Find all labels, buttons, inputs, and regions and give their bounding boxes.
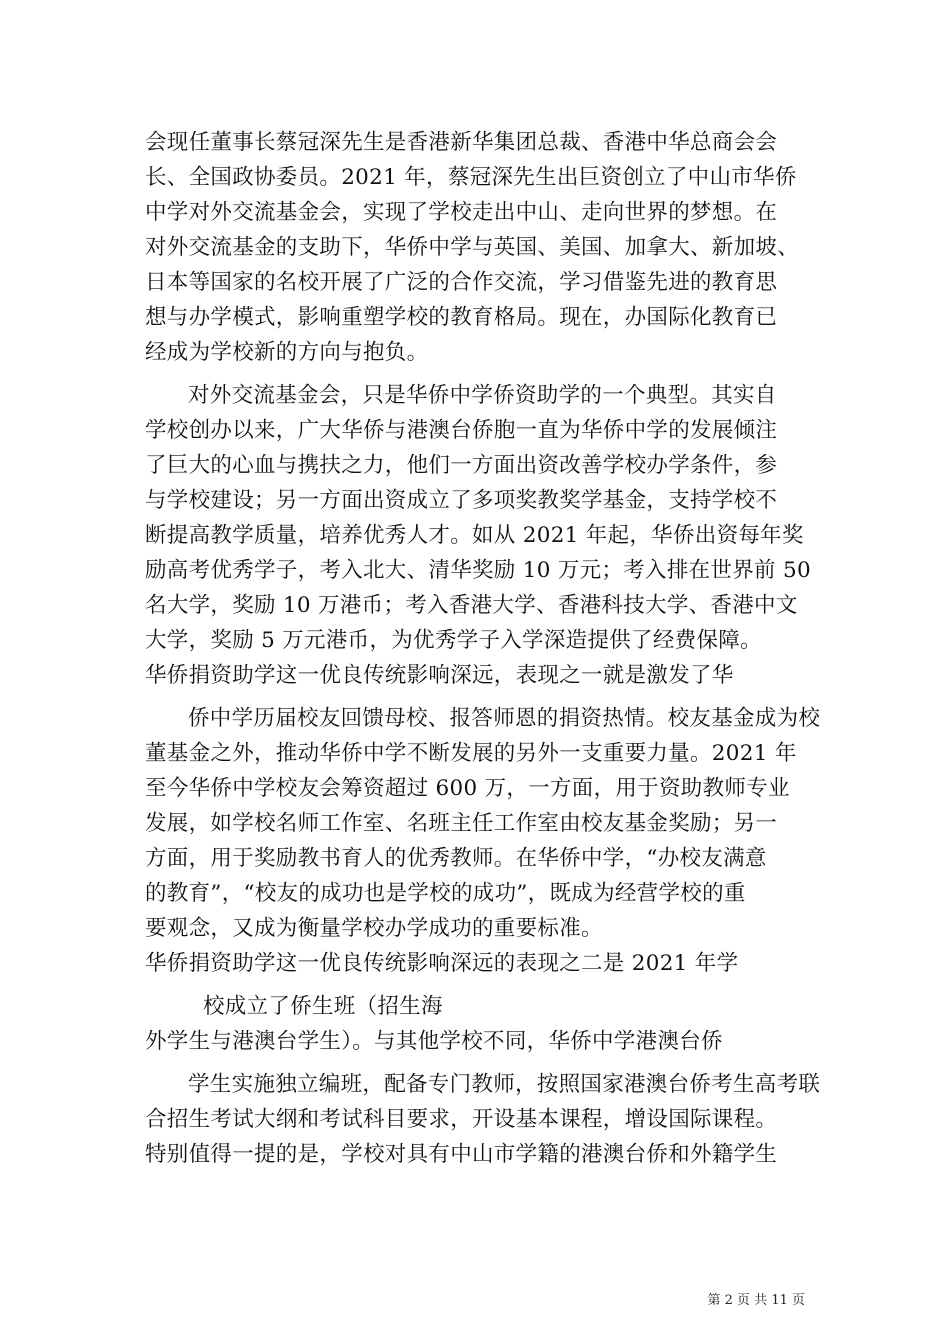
text-line: 名大学，奖励 10 万港币；考入香港大学、香港科技大学、香港中文 — [145, 593, 798, 618]
text-line: 断提高教学质量，培养优秀人才。如从 2021 年起，华侨出资每年奖 — [145, 523, 804, 548]
text-line — [145, 1210, 815, 1240]
text-line: 想与办学模式，影响重塑学校的教育格局。现在，办国际化教育已 — [145, 305, 778, 330]
text-line: 华侨捐资助学这一优良传统影响深远的表现之二是 2021 年学 — [145, 951, 739, 976]
text-line: 特别值得一提的是，学校对具有中山市学籍的港澳台侨和外籍学生 — [145, 1142, 778, 1167]
paragraph-first-line: 对外交流基金会，只是华侨中学侨资助学的一个典型。其实自 — [188, 383, 777, 408]
text-line: 外学生与港澳台学生）。与其他学校不同，华侨中学港澳台侨 — [145, 1029, 723, 1054]
text-line: 的教育”，“校友的成功也是学校的成功”，既成为经营学校的重 — [145, 881, 746, 906]
text-line: 了巨大的心血与携扶之力，他们一方面出资改善学校办学条件，参 — [145, 453, 778, 478]
text-line: 大学，奖励 5 万元港币，为优秀学子入学深造提供了经费保障。 — [145, 628, 762, 653]
text-line — [145, 1175, 815, 1205]
paragraph-first-line: 学生实施独立编班，配备专门教师，按照国家港澳台侨考生高考联 — [188, 1072, 821, 1097]
text-line: 励高考优秀学子，考入北大、清华奖励 10 万元；考入排在世界前 50 — [145, 558, 811, 583]
text-line: 与学校建设；另一方面出资成立了多项奖教奖学基金，支持学校不 — [145, 488, 778, 513]
text-line: 会现任董事长蔡冠深先生是香港新华集团总裁、香港中华总商会会 — [145, 130, 778, 155]
text-line: 学校创办以来，广大华侨与港澳台侨胞一直为华侨中学的发展倾注 — [145, 418, 778, 443]
text-line: 发展，如学校名师工作室、名班主任工作室由校友基金奖励；另一 — [145, 811, 778, 836]
text-line: 日本等国家的名校开展了广泛的合作交流，学习借鉴先进的教育思 — [145, 270, 778, 295]
text-line: 董基金之外，推动华侨中学不断发展的另外一支重要力量。2021 年 — [145, 741, 797, 766]
paragraph-first-line: 校成立了侨生班（招生海 — [203, 994, 443, 1019]
text-line: 方面，用于奖励教书育人的优秀教师。在华侨中学，“办校友满意 — [145, 846, 767, 871]
text-line: 对外交流基金的支助下，华侨中学与英国、美国、加拿大、新加坡、 — [145, 235, 800, 260]
page-number-footer: 第 2 页 共 11 页 — [707, 1293, 805, 1308]
paragraph-first-line: 侨中学历届校友回馈母校、报答师恩的捐资热情。校友基金成为校 — [188, 706, 821, 731]
text-line: 合招生考试大纲和考试科目要求，开设基本课程，增设国际课程。 — [145, 1107, 778, 1132]
text-line: 经成为学校新的方向与抱负。 — [145, 340, 429, 365]
text-line: 至今华侨中学校友会筹资超过 600 万，一方面，用于资助教师专业 — [145, 776, 790, 801]
text-line: 长、全国政协委员。2021 年，蔡冠深先生出巨资创立了中山市华侨 — [145, 165, 797, 190]
text-line: 要观念，又成为衡量学校办学成功的重要标准。 — [145, 916, 603, 941]
text-line: 中学对外交流基金会，实现了学校走出中山、走向世界的梦想。在 — [145, 200, 778, 225]
text-line: 华侨捐资助学这一优良传统影响深远，表现之一就是激发了华 — [145, 663, 734, 688]
